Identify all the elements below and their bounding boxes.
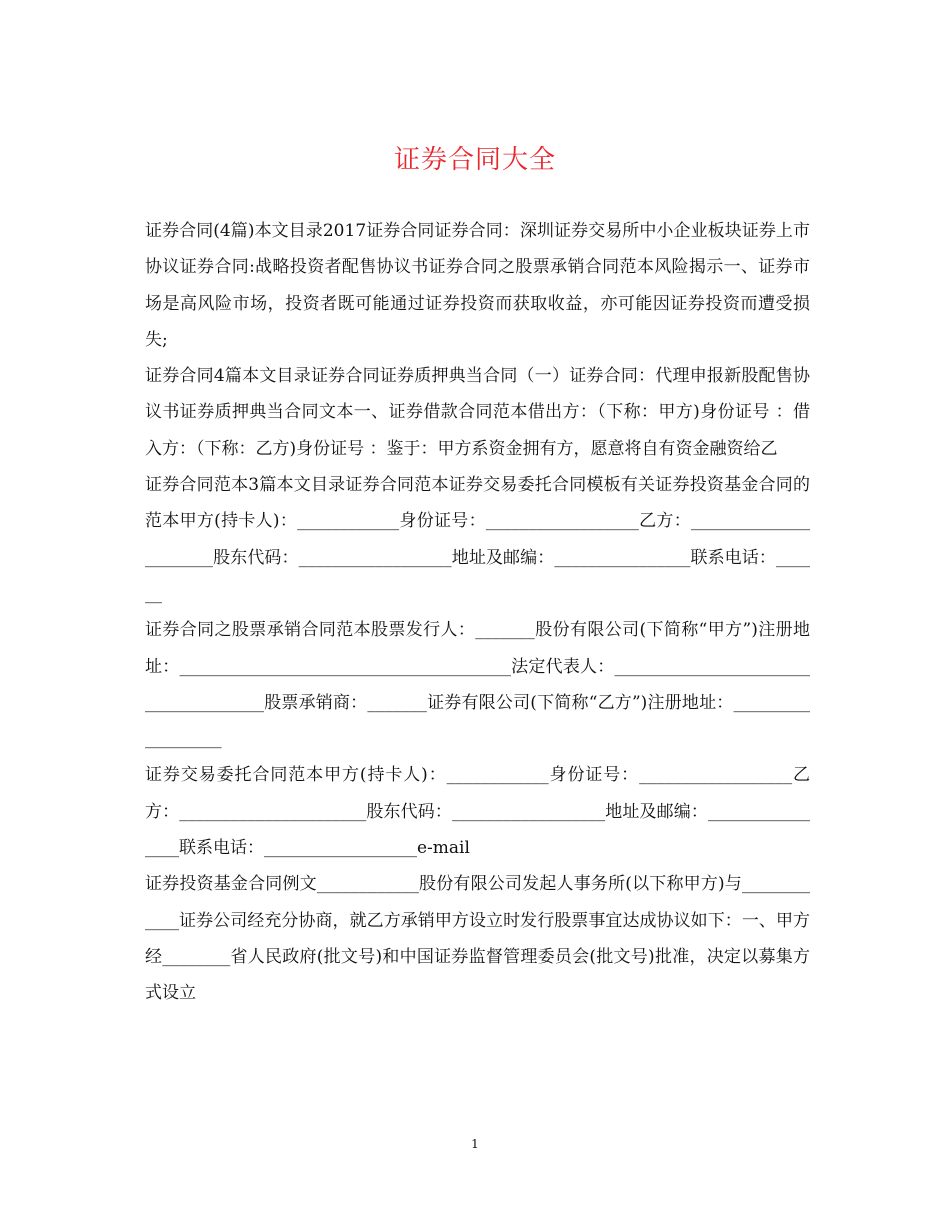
paragraph-1: 证券合同(4篇)本文目录2017证券合同证券合同：深圳证券交易所中小企业板块证券上市协议证券合同:战略投资者配售协议书证券合同之股票承销合同范本风险揭示一、证券市场是高风险市场，投资者既可能通过证券投资而获取收益，亦可能因证券投资而遭受损失; [145, 221, 810, 350]
document-body [145, 213, 810, 1012]
paragraph-4: 证券合同之股票承销合同范本股票发行人：_______股份有限公司(下简称“甲方”)注册地址：_______________________________________法定代表人：_____________________________________股票承销商：_______证券有限公司(下简称“乙方”)注册地址：__________________ [145, 620, 810, 750]
paragraph-3: 证券合同范本3篇本文目录证券合同范本证券交易委托合同模板有关证券投资基金合同的范本甲方(持卡人)：____________身份证号：__________________乙方：______________________股东代码：__________________地址及邮编：________________联系电话：______ [145, 475, 810, 604]
document-title: 证券合同大全 [393, 145, 556, 175]
paragraph-5: 证券交易委托合同范本甲方(持卡人)：____________身份证号：__________________乙方：______________________股东代码：__________________地址及邮编：________________联系电话：__________________e-mail [145, 765, 810, 859]
page-number: 1 [471, 1137, 479, 1151]
paragraph-2: 证券合同4篇本文目录证券合同证券质押典当合同（一）证券合同：代理申报新股配售协议书证券质押典当合同文本一、证券借款合同范本借出方：（下称：甲方)身份证号 ：借入方：（下称：乙方)身份证号 ：鉴于：甲方系资金拥有方，愿意将自有资金融资给乙 [145, 366, 810, 459]
paragraph-6: 证券投资基金合同例文____________股份有限公司发起人事务所(以下称甲方)与____________证券公司经充分协商，就乙方承销甲方设立时发行股票事宜达成协议如下：一、甲方经________省人民政府(批文号)和中国证券监督管理委员会(批文号)批准，决定以募集方式设立 [145, 874, 810, 1004]
